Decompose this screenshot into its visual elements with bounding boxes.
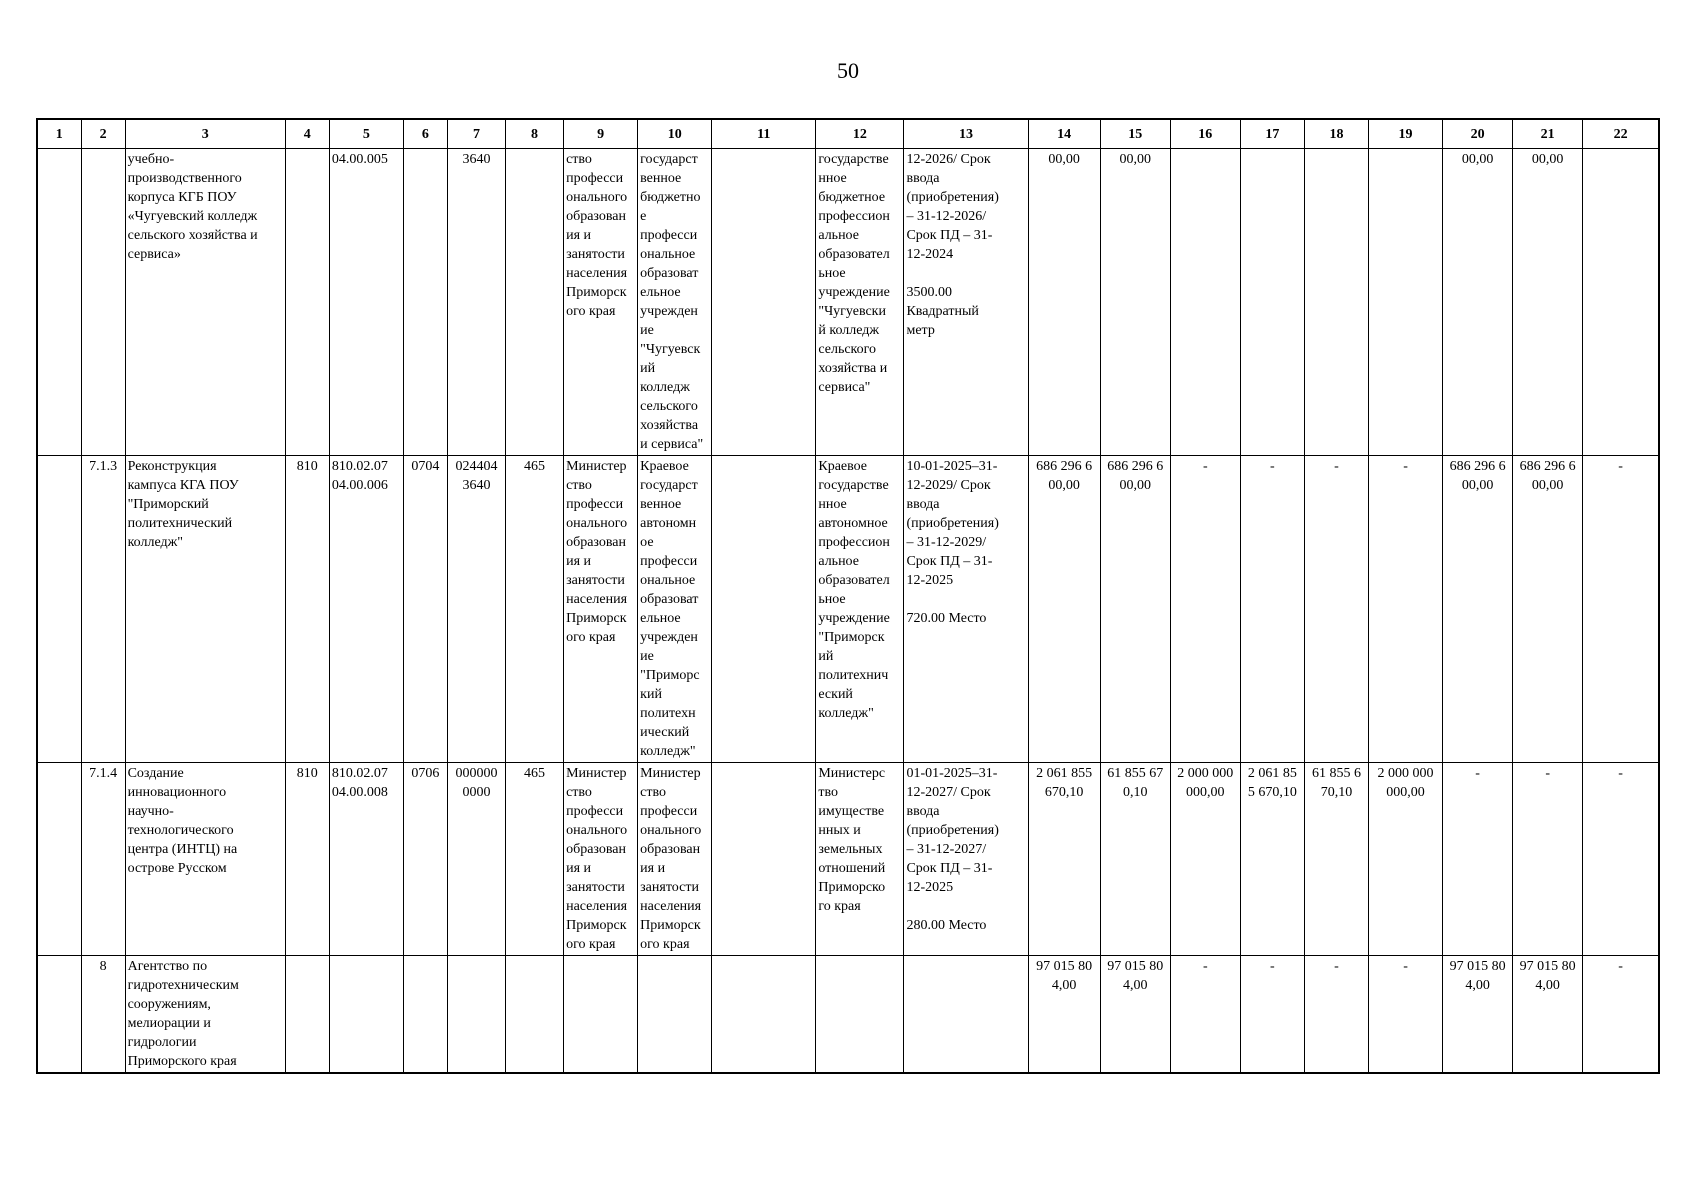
- table-cell: 465: [506, 456, 564, 763]
- table-cell: 04.00.005: [329, 149, 403, 456]
- table-cell: [403, 956, 447, 1074]
- table-cell: -: [1583, 456, 1659, 763]
- col-header: 18: [1304, 119, 1368, 149]
- table-cell: ство професси онального образован ия и занятости населения Приморск ого края: [564, 149, 638, 456]
- table-cell: 61 855 67 0,10: [1100, 763, 1170, 956]
- col-header: 20: [1443, 119, 1513, 149]
- table-cell: 465: [506, 763, 564, 956]
- col-header: 11: [712, 119, 816, 149]
- table-cell: Создание инновационного научно- технологического центра (ИНТЦ) на острове Русском: [125, 763, 285, 956]
- table-row: [37, 456, 1659, 763]
- table-cell: [816, 956, 904, 1074]
- page-number: 50: [837, 58, 859, 83]
- table-cell: [1240, 149, 1304, 456]
- table-row: [37, 149, 1659, 456]
- table-cell: -: [1443, 763, 1513, 956]
- table-cell: 0706: [403, 763, 447, 956]
- table-cell: Министер ство професси онального образован ия и занятости населения Приморск ого края: [564, 456, 638, 763]
- table-cell: [712, 149, 816, 456]
- table-cell: 7.1.4: [81, 763, 125, 956]
- table-cell: -: [1170, 456, 1240, 763]
- col-header: 4: [285, 119, 329, 149]
- table-cell: 2 000 000 000,00: [1170, 763, 1240, 956]
- col-header: 22: [1583, 119, 1659, 149]
- table-cell: -: [1368, 956, 1442, 1074]
- table-cell: 00,00: [1513, 149, 1583, 456]
- table-cell: Краевое государстве нное автономное профессион альное образовател ьное учреждение "Приморск ий политехнич еский колледж": [816, 456, 904, 763]
- header-row: [37, 119, 1659, 149]
- table-cell: Реконструкция кампуса КГА ПОУ "Приморский политехнический колледж": [125, 456, 285, 763]
- table-cell: 2 061 855 670,10: [1028, 763, 1100, 956]
- table-cell: 97 015 80 4,00: [1513, 956, 1583, 1074]
- table-cell: 10-01-2025–31- 12-2029/ Срок ввода (приобретения) – 31-12-2029/ Срок ПД – 31- 12-2025 720.00 Место: [904, 456, 1028, 763]
- col-header: 17: [1240, 119, 1304, 149]
- table-cell: -: [1583, 763, 1659, 956]
- table-cell: [638, 956, 712, 1074]
- table-cell: [712, 456, 816, 763]
- table-cell: [712, 763, 816, 956]
- table-cell: -: [1513, 763, 1583, 956]
- table-cell: [37, 149, 81, 456]
- table-cell: 00,00: [1028, 149, 1100, 456]
- table-cell: -: [1583, 956, 1659, 1074]
- table-cell: государстве нное бюджетное профессион альное образовател ьное учреждение "Чугуевски й колледж сельского хозяйства и сервиса": [816, 149, 904, 456]
- table-cell: [37, 456, 81, 763]
- table-cell: 686 296 6 00,00: [1100, 456, 1170, 763]
- table-cell: [904, 956, 1028, 1074]
- table-cell: 61 855 6 70,10: [1304, 763, 1368, 956]
- table-cell: 8: [81, 956, 125, 1074]
- table-cell: 686 296 6 00,00: [1028, 456, 1100, 763]
- table-cell: [506, 149, 564, 456]
- table-cell: 810: [285, 456, 329, 763]
- table-cell: 810: [285, 763, 329, 956]
- table-row: [37, 956, 1659, 1074]
- table-cell: 686 296 6 00,00: [1513, 456, 1583, 763]
- table-cell: Краевое государст венное автономн ое професси ональное образоват ельное учрежден ие "Приморс кий политехн ический колледж": [638, 456, 712, 763]
- col-header: 6: [403, 119, 447, 149]
- table-cell: 00,00: [1443, 149, 1513, 456]
- col-header: 16: [1170, 119, 1240, 149]
- table-cell: -: [1170, 956, 1240, 1074]
- col-header: 8: [506, 119, 564, 149]
- col-header: 9: [564, 119, 638, 149]
- table-cell: [1583, 149, 1659, 456]
- table-cell: [329, 956, 403, 1074]
- table-cell: Министер ство професси онального образован ия и занятости населения Приморск ого края: [638, 763, 712, 956]
- table-cell: -: [1304, 956, 1368, 1074]
- table-cell: [37, 956, 81, 1074]
- col-header: 15: [1100, 119, 1170, 149]
- table-cell: 97 015 80 4,00: [1028, 956, 1100, 1074]
- table-cell: [712, 956, 816, 1074]
- table-cell: [403, 149, 447, 456]
- col-header: 12: [816, 119, 904, 149]
- table-cell: -: [1240, 456, 1304, 763]
- table-cell: 12-2026/ Срок ввода (приобретения) – 31-12-2026/ Срок ПД – 31- 12-2024 3500.00 Квадратный метр: [904, 149, 1028, 456]
- budget-table: [36, 118, 1660, 1074]
- col-header: 21: [1513, 119, 1583, 149]
- table-cell: [1170, 149, 1240, 456]
- col-header: 1: [37, 119, 81, 149]
- table-cell: учебно- производственного корпуса КГБ ПОУ «Чугуевский колледж сельского хозяйства и сервиса»: [125, 149, 285, 456]
- table-cell: 3640: [447, 149, 505, 456]
- table-cell: 00,00: [1100, 149, 1170, 456]
- table-cell: [285, 149, 329, 456]
- table-cell: [285, 956, 329, 1074]
- table-cell: [1368, 149, 1442, 456]
- table-cell: [1304, 149, 1368, 456]
- col-header: 2: [81, 119, 125, 149]
- table-cell: 0704: [403, 456, 447, 763]
- table-cell: 810.02.07 04.00.008: [329, 763, 403, 956]
- table-cell: 2 061 85 5 670,10: [1240, 763, 1304, 956]
- table-cell: 000000 0000: [447, 763, 505, 956]
- table-cell: [564, 956, 638, 1074]
- table-cell: 01-01-2025–31- 12-2027/ Срок ввода (приобретения) – 31-12-2027/ Срок ПД – 31- 12-2025 280.00 Место: [904, 763, 1028, 956]
- table-cell: [447, 956, 505, 1074]
- table-cell: 2 000 000 000,00: [1368, 763, 1442, 956]
- table-cell: государст венное бюджетно е професси ональное образоват ельное учрежден ие "Чугуевск ий колледж сельского хозяйства и сервиса": [638, 149, 712, 456]
- table-cell: 024404 3640: [447, 456, 505, 763]
- col-header: 5: [329, 119, 403, 149]
- col-header: 10: [638, 119, 712, 149]
- col-header: 19: [1368, 119, 1442, 149]
- table-cell: [506, 956, 564, 1074]
- col-header: 7: [447, 119, 505, 149]
- table-row: [37, 763, 1659, 956]
- table-cell: Агентство по гидротехническим сооружениям, мелиорации и гидрологии Приморского края: [125, 956, 285, 1074]
- col-header: 3: [125, 119, 285, 149]
- table-cell: -: [1368, 456, 1442, 763]
- table-cell: 7.1.3: [81, 456, 125, 763]
- col-header: 14: [1028, 119, 1100, 149]
- table-cell: 810.02.07 04.00.006: [329, 456, 403, 763]
- table-cell: 686 296 6 00,00: [1443, 456, 1513, 763]
- table-cell: 97 015 80 4,00: [1443, 956, 1513, 1074]
- table-cell: Министерс тво имуществе нных и земельных отношений Приморско го края: [816, 763, 904, 956]
- table-cell: Министер ство професси онального образован ия и занятости населения Приморск ого края: [564, 763, 638, 956]
- table-cell: [37, 763, 81, 956]
- table-cell: [81, 149, 125, 456]
- table-cell: -: [1240, 956, 1304, 1074]
- table-cell: -: [1304, 456, 1368, 763]
- table-cell: 97 015 80 4,00: [1100, 956, 1170, 1074]
- col-header: 13: [904, 119, 1028, 149]
